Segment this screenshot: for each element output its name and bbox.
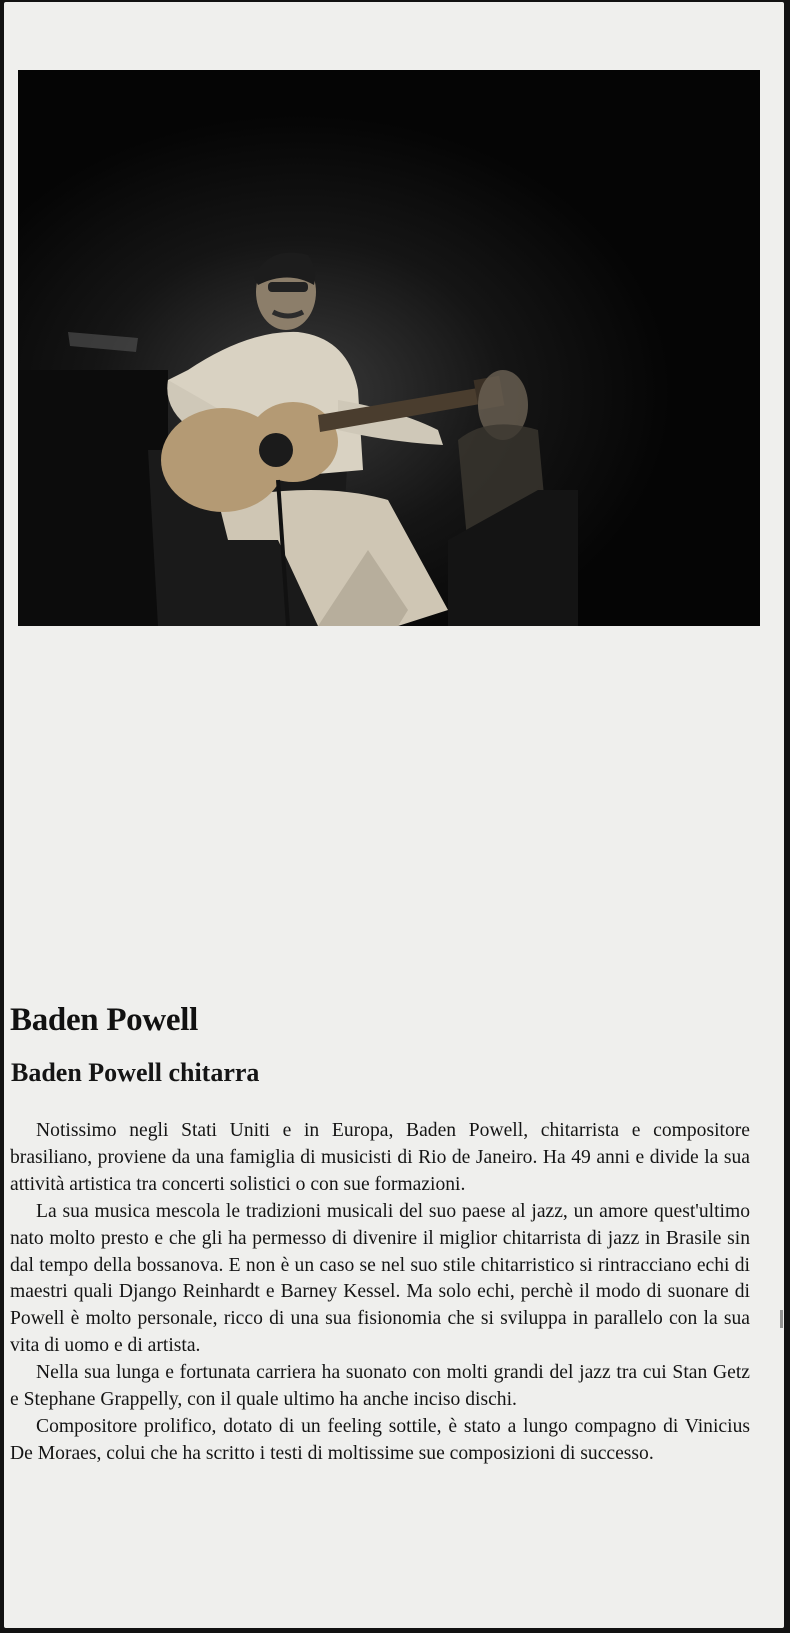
paragraph: Notissimo negli Stati Uniti e in Europa, Baden Powell, chitarrista e compositore brasiliano, proviene da una famiglia di musicisti di Rio de Janeiro. Ha 49 anni e divide la sua attività artistica tra concerti solistici o con sue formazioni. — [10, 1120, 750, 1195]
article-body — [10, 1118, 750, 1468]
concert-photo — [18, 70, 760, 626]
paragraph: Nella sua lunga e fortunata carriera ha suonato con molti grandi del jazz tra cui Stan Getz e Stephane Grappelly, con il quale ultimo ha anche inciso dischi. — [10, 1362, 750, 1411]
performer-heading: Baden Powell — [10, 1002, 198, 1038]
document-page — [4, 2, 784, 1628]
performer-role: Baden Powell chitarra — [11, 1058, 260, 1087]
paragraph: La sua musica mescola le tradizioni musicali del suo paese al jazz, un amore quest'ultimo nato molto presto e che gli ha permesso di divenire il miglior chitarrista di jazz in Brasile sin dal tempo della bossanova. E non è un caso se nel suo stile chitarristico si rintracciano echi di maestri quali Django Reinhardt e Barney Kessel. Ma solo echi, perchè il modo di suonare di Powell è molto personale, ricco di una sua fisionomia che si sviluppa in parallelo con la sua vita di uomo e di artista. — [10, 1200, 750, 1357]
show-through-text — [4, 642, 784, 668]
photo-guitarist-icon — [18, 70, 760, 626]
show-through-heading — [10, 820, 784, 846]
scan-edge-mark — [780, 1310, 783, 1328]
paragraph: Compositore prolifico, dotato di un feeling sottile, è stato a lungo compagno di Vinicius De Moraes, colui che ha scritto i testi di moltissime sue composizioni di successo. — [10, 1415, 750, 1464]
